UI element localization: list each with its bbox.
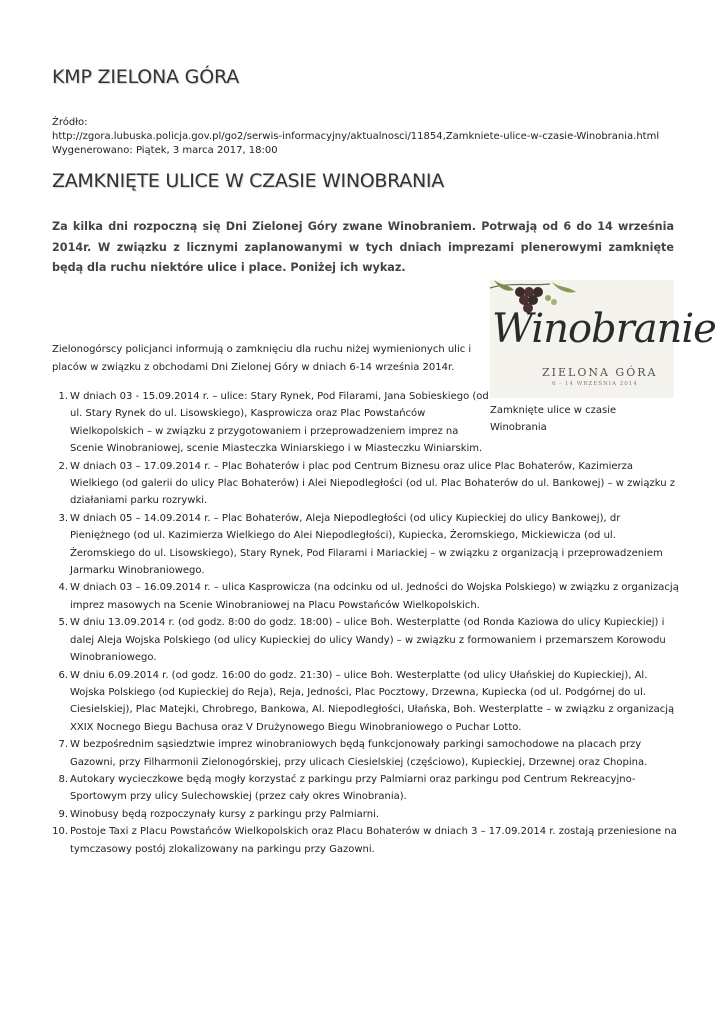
list-item xyxy=(50,771,680,806)
source-label: Źródło: xyxy=(52,117,88,128)
list-item-number: 7. xyxy=(58,739,68,751)
list-item xyxy=(50,388,490,458)
closures-list xyxy=(50,388,680,858)
site-title: KMP ZIELONA GÓRA xyxy=(52,66,239,88)
list-item xyxy=(50,510,680,580)
list-item-number: 10. xyxy=(52,826,68,838)
article-lead: Za kilka dni rozpoczną się Dni Zielonej Góry zwane Winobraniem. Potrwają od 6 do 14 września 2014r. W związku z licznymi zaplanowanymi w tych dniach imprezami plenerowymi zamknięte będą dla ruchu niektóre ulice i place. Poniżej ich wykaz. xyxy=(52,220,674,274)
list-item xyxy=(50,667,680,737)
list-item xyxy=(50,458,680,510)
list-item-text: W dniach 03 – 16.09.2014 r. – ulica Kasprowicza (na odcinku od ul. Jedności do Wojska Polskiego) w związku z organizacją imprez masowych na Scenie Winobraniowej na Placu Powstańców Wielkopolskich. xyxy=(70,582,679,611)
poster-city: ZIELONA GÓRA xyxy=(542,366,658,379)
list-item-text: Winobusy będą rozpoczynały kursy z parkingu przy Palmiarni. xyxy=(70,808,380,820)
list-item-number: 4. xyxy=(58,582,68,594)
figure-caption: Zamknięte ulice w czasie Winobrania xyxy=(490,405,617,433)
winobranie-poster-image xyxy=(490,280,716,398)
list-item-text: W dniu 6.09.2014 r. (od godz. 16:00 do godz. 21:30) – ulice Boh. Westerplatte (od ulicy Ułańskiej do Kupieckiej), Al. Wojska Polskiego (od Kupieckiej do Reja), Reja, Jedności, Plac Pocztowy, Drzewna, Kupiecka (od ul. Podgórnej do ul. Ciesielskiej), Plac Matejki, Chrobrego, Bankowa, Al. Niepodległości, Ułańska, Boh. Westerplatte – w związku z organizacją XXIX Nocnego Biegu Bachusa oraz V Drużynowego Biegu Winobraniowego o Puchar Lotto. xyxy=(70,669,675,733)
list-item xyxy=(50,614,680,666)
document-meta xyxy=(52,116,659,157)
list-item-number: 9. xyxy=(58,808,68,820)
list-item-text: W dniach 05 – 14.09.2014 r. – Plac Bohaterów, Aleja Niepodległości (od ulicy Kupieckiej do ulicy Bankowej), dr Pieniężnego (od ul. Kazimierza Wielkiego do Alei Niepodległości), Kupiecka, Żeromskiego, Mickiewicza (od ul. Żeromskiego do ul. Lisowskiego), Stary Rynek, Pod Filarami i Mariackiej – w związku z organizacją i przeprowadzeniem Jarmarku Winobraniowego. xyxy=(70,512,663,577)
article-title: ZAMKNIĘTE ULICE W CZASIE WINOBRANIA xyxy=(52,170,444,192)
list-item xyxy=(50,736,680,771)
list-item-text: W dniu 13.09.2014 r. (od godz. 8:00 do godz. 18:00) – ulice Boh. Westerplatte (od Ronda Kaziowa do ulicy Kupieckiej) i dalej Aleja Wojska Polskiego (od ulicy Kupieckiej do ulicy Wandy) – w związku z formowaniem i przemarszem Korowodu Winobraniowego. xyxy=(70,617,666,664)
list-item-text: Postoje Taxi z Placu Powstańców Wielkopolskich oraz Placu Bohaterów w dniach 3 – 17.09.2014 r. zostają przeniesione na tymczasowy postój zlokalizowany na parkingu przy Gazowni. xyxy=(70,826,677,855)
list-item-text: W dniach 03 – 17.09.2014 r. – Plac Bohaterów i plac pod Centrum Biznesu oraz ulice Plac Bohaterów, Kazimierza Wielkiego (od galerii do ulicy Plac Bohaterów) i Alei Niepodległości (od ul. Plac Bohaterów do ul. Bankowej) – w związku z działaniami parku rozrywki. xyxy=(70,460,675,507)
list-item-number: 5. xyxy=(58,617,68,629)
list-item-text: Autokary wycieczkowe będą mogły korzystać z parkingu przy Palmiarni oraz parkingu pod Centrum Rekreacyjno-Sportowym przy ulicy Sulechowskiej (przez cały okres Winobrania). xyxy=(70,773,636,803)
poster-dates: 6 - 14 WRZEŚNIA 2014 xyxy=(552,381,638,387)
list-item-text: W bezpośrednim sąsiedztwie imprez winobraniowych będą funkcjonowały parkingi samochodowe na placach przy Gazowni, przy Filharmonii Zielonogórskiej, przy ulicach Ciesielskiej (częściowo), Kupieckiej, Drzewnej oraz Chopina. xyxy=(70,739,648,768)
poster-wordmark: Winobranie xyxy=(492,306,716,352)
list-item xyxy=(50,806,680,823)
list-item-number: 3. xyxy=(58,512,68,524)
list-item xyxy=(50,579,680,614)
list-item-number: 1. xyxy=(58,391,68,402)
generated-date: Wygenerowano: Piątek, 3 marca 2017, 18:00 xyxy=(52,144,278,156)
list-item-number: 2. xyxy=(58,460,68,472)
list-item-number: 8. xyxy=(58,773,68,785)
source-url[interactable]: http://zgora.lubuska.policja.gov.pl/go2/serwis-informacyjny/aktualnosci/11854,Zamkniete-ulice-w-czasie-Winobrania.html xyxy=(52,130,660,142)
list-item-number: 6. xyxy=(58,669,68,681)
list-item-text: W dniach 03 - 15.09.2014 r. – ulice: Stary Rynek, Pod Filarami, Jana Sobieskiego (od ul. Stary Rynek do ul. Lisowskiego), Kasprowicza oraz Plac Powstańców Wielkopolskich – w związku z przygotowaniem i przeprowadzeniem imprez na Scenie Winobraniowej, scenie Miasteczka Winiarskiego i w Miasteczku Winiarskim. xyxy=(70,391,489,455)
list-item xyxy=(50,823,680,858)
intro-paragraph: Zielonogórscy policjanci informują o zamknięciu dla ruchu niżej wymienionych ulic i placów w związku z obchodami Dni Zielonej Góry w dniach 6-14 września 2014r. xyxy=(52,344,472,373)
